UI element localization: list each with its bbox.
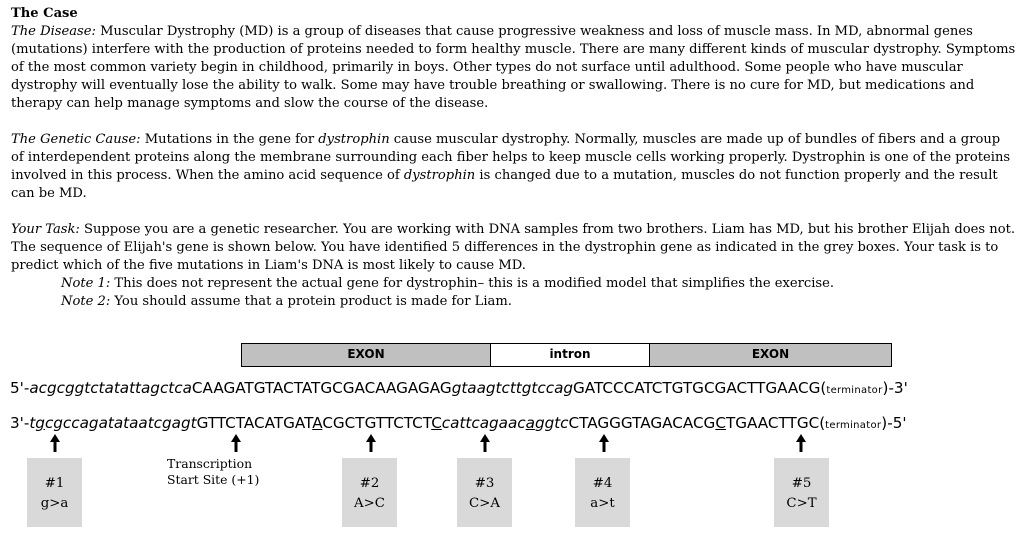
mutation-box-5 <box>774 458 829 527</box>
mutation-site-4: a <box>525 414 535 432</box>
intron-sequence: ggtc <box>534 414 569 432</box>
mutation-site-3: C <box>431 414 442 432</box>
disease-label: The Disease: <box>11 24 96 39</box>
paren: ( <box>819 414 826 432</box>
note-2-text: You should assume that a protein product is made for Liam. <box>110 294 512 309</box>
case-text <box>11 5 1017 311</box>
bottom-strand <box>10 413 1020 436</box>
top-strand <box>10 378 1020 401</box>
note-2-label: Note 2: <box>61 294 111 309</box>
task-label: Your Task: <box>11 222 80 237</box>
case-title: The Case <box>11 6 78 21</box>
mutation-id: #3 <box>474 476 495 491</box>
up-arrow-icon <box>598 433 610 453</box>
note-1-label: Note 1: <box>61 276 111 291</box>
dystrophin-term: dystrophin <box>403 168 476 183</box>
mutation-id: #1 <box>44 476 65 491</box>
exon-1-sequence: CGCTGTTCTCT <box>322 414 432 432</box>
strand-end-5: 5'- <box>10 379 30 397</box>
mutation-change: g>a <box>40 496 69 511</box>
up-arrow-icon <box>49 433 61 453</box>
exon-2-sequence: TGAACTTGC <box>725 414 820 432</box>
intron-sequence: cattcagaac <box>441 414 526 432</box>
genetic-text: is changed due to a mutation, muscles do not function properly and the result can be MD. <box>11 168 998 201</box>
disease-text: Muscular Dystrophy (MD) is a group of diseases that cause progressive weakness and loss of muscle mass. In MD, abnormal genes (mutations) interfere with the production of proteins needed to form healthy muscle. There are many different kinds of muscular dystrophy. Symptoms of the most common variety begin in childhood, primarily in boys. Other types do not surface until adulthood. Some people who have muscular dystrophy will eventually lose the ability to walk. Some may have trouble breathing or swallowing. There is no cure for MD, but medications and therapy can help manage symptoms and slow the course of the disease. <box>11 24 1016 111</box>
promoter-sequence: t <box>29 414 36 432</box>
paren: ( <box>820 379 827 397</box>
disease-paragraph <box>11 23 1017 113</box>
tss-text: Transcription Start Site (+1) <box>167 456 260 487</box>
task-paragraph <box>11 221 1017 275</box>
promoter-sequence: cgccagatataatcgagt <box>44 414 197 432</box>
exon-1-bar: EXON <box>241 343 491 367</box>
mutation-id: #5 <box>791 476 812 491</box>
mutation-site-1: g <box>35 414 45 432</box>
strand-end-3: )-3' <box>882 379 908 397</box>
up-arrow-icon <box>795 433 807 453</box>
up-arrow-icon <box>230 433 242 453</box>
mutation-box-1 <box>27 458 82 527</box>
exon-2-sequence: CTAGGGTAGACACG <box>568 414 716 432</box>
mutation-box-2 <box>342 458 397 527</box>
exon-1-sequence: CAAGATGTACTATGCGACAAGAGAG <box>191 379 452 397</box>
genetic-text: cause muscular dystrophy. Normally, muscles are made up of bundles of fibers and a group of interdependent proteins along the membrane surrounding each fiber helps to keep muscle cells working properly. Dystrophin is one of the proteins involved in this process. When the amino acid sequence of <box>11 132 1011 183</box>
genetic-text: Mutations in the gene for <box>140 132 319 147</box>
terminator-label: terminator <box>826 385 883 396</box>
exon-2-bar: EXON <box>649 343 892 367</box>
mutation-id: #4 <box>592 476 613 491</box>
up-arrow-icon <box>365 433 377 453</box>
task-text: Suppose you are a genetic researcher. You are working with DNA samples from two brothers. Liam has MD, but his brother Elijah does not. The sequence of Elijah's gene is shown below. You have identified 5 differences in the dystrophin gene as indicated in the grey boxes. Your task is to predict which of the five mutations in Liam's DNA is most likely to cause MD. <box>11 222 1016 273</box>
mutation-id: #2 <box>359 476 380 491</box>
intron-bar: intron <box>490 343 650 367</box>
mutation-change: C>T <box>786 496 817 511</box>
exon-2-sequence: GATCCCATCTGTGCGACTTGAACG <box>573 379 821 397</box>
dystrophin-term: dystrophin <box>318 132 390 147</box>
mutation-box-3 <box>457 458 512 527</box>
mutation-change: C>A <box>469 496 500 511</box>
up-arrow-icon <box>479 433 491 453</box>
promoter-sequence: acgcggtctatattagctca <box>29 379 192 397</box>
strand-end-3: 3'- <box>10 414 30 432</box>
exon-1-sequence: GTTCTACATGAT <box>196 414 313 432</box>
genetic-label: The Genetic Cause: <box>11 132 141 147</box>
mutation-box-4 <box>575 458 630 527</box>
intron-sequence: gtaagtcttgtccag <box>451 379 574 397</box>
mutation-change: A>C <box>354 496 385 511</box>
genetic-paragraph <box>11 131 1017 203</box>
strand-end-5: )-5' <box>881 414 907 432</box>
transcription-start-site-label <box>167 456 259 488</box>
note-1 <box>11 275 1017 293</box>
mutation-site-5: C <box>715 414 726 432</box>
terminator-label: terminator <box>825 420 882 431</box>
mutation-site-2: A <box>312 414 323 432</box>
note-2 <box>11 293 1017 311</box>
mutation-change: a>t <box>590 496 615 511</box>
note-1-text: This does not represent the actual gene for dystrophin– this is a modified model that simplifies the exercise. <box>110 276 835 291</box>
